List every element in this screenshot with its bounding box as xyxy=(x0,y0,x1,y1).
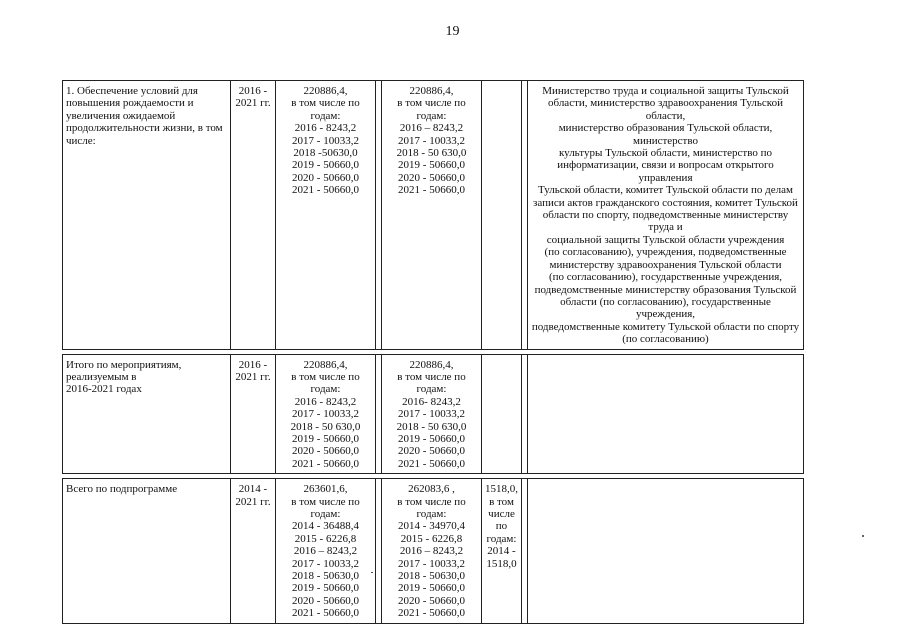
scan-speck xyxy=(862,535,864,537)
cell-text-line: 2020 - 50660,0 xyxy=(398,594,465,607)
other-sources-cell xyxy=(482,354,522,474)
cell-text-line: в том числе по годам: xyxy=(291,370,360,396)
other-sources-cell xyxy=(482,479,522,623)
cell-text-line: 1518,0 xyxy=(486,557,517,570)
total-funding-cell xyxy=(276,479,376,623)
activity-name-cell xyxy=(63,354,231,474)
cell-text-line: 2017 - 10033,2 xyxy=(398,408,465,421)
cell-text-line: 2016 - xyxy=(238,358,268,371)
cell-text-line: 2021 - 50660,0 xyxy=(398,184,465,197)
cell-text-line: (по согласованию), учреждения, подведомственные xyxy=(544,246,787,259)
cell-text-line: 220886,4, xyxy=(409,85,454,97)
cell-text-line: 2021 гг. xyxy=(235,495,271,508)
cell-text-line: в том числе по годам: xyxy=(291,495,360,520)
cell-text-line: 2014 - xyxy=(238,483,268,496)
cell-text-line: подведомственные министерству образования Тульской xyxy=(534,283,797,296)
cell-text-line: 2021 - 50660,0 xyxy=(292,184,359,197)
cell-text-line: в том числе по годам: xyxy=(397,495,466,520)
cell-text-line: 2019 - 50660,0 xyxy=(398,432,465,445)
cell-text-line: области (по согласованию), государственные учреждения, xyxy=(560,295,771,321)
total-funding-cell xyxy=(276,354,376,474)
cell-text-line: (по согласованию), государственные учреждения, xyxy=(548,271,783,284)
cell-text-line: повышения рождаемости и xyxy=(66,97,194,110)
cell-text-line: 2021 гг. xyxy=(235,97,271,110)
cell-text-line: 2018 - 50 630,0 xyxy=(396,147,467,160)
executors-cell xyxy=(528,81,804,350)
cell-text-line: 2019 - 50660,0 xyxy=(398,582,465,595)
cell-text-line: реализуемым в xyxy=(66,370,137,383)
cell-text-line: 2019 - 50660,0 xyxy=(398,159,465,172)
cell-text-line: 2021 гг. xyxy=(235,370,271,383)
financing-table xyxy=(62,80,804,624)
cell-text-line: социальной защиты Тульской области учреждения xyxy=(546,233,785,246)
cell-text-line: культуры Тульской области, министерство по xyxy=(558,147,772,160)
cell-text-line: 2014 - 34970,4 xyxy=(398,520,465,533)
activity-name-cell xyxy=(63,479,231,623)
cell-text-line: 2021 - 50660,0 xyxy=(398,457,465,470)
cell-text-line: области, министерство здравоохранения Тульской области, xyxy=(548,97,783,122)
other-sources-cell xyxy=(482,81,522,350)
cell-text-line: подведомственные комитету Тульской области по спорту xyxy=(531,320,800,333)
cell-text-line: (по согласованию) xyxy=(622,333,709,346)
cell-text-line: 2016 – 8243,2 xyxy=(399,545,464,558)
cell-text-line: 2016 – 8243,2 xyxy=(293,545,358,558)
period-cell xyxy=(231,479,276,623)
cell-text-line: Итого по мероприятиям, xyxy=(66,358,182,371)
cell-text-line: 2019 - 50660,0 xyxy=(292,582,359,595)
cell-text-line: 2017 - 10033,2 xyxy=(292,134,359,147)
cell-text-line: 2017 - 10033,2 xyxy=(398,557,465,570)
table-row xyxy=(63,81,804,350)
cell-text-line: министерство образования Тульской области, министерство xyxy=(558,122,773,147)
cell-text-line: Всего по подпрограмме xyxy=(66,483,178,496)
cell-text-line: в том xyxy=(489,495,514,508)
cell-text-line: 2020 - 50660,0 xyxy=(292,594,359,607)
cell-text-line: 2021 - 50660,0 xyxy=(292,607,359,620)
regional-budget-cell xyxy=(382,81,482,350)
cell-text-line: 2017 - 10033,2 xyxy=(292,557,359,570)
cell-text-line: 2019 - 50660,0 xyxy=(292,432,359,445)
executors-cell xyxy=(528,354,804,474)
cell-text-line: в том числе по годам: xyxy=(397,370,466,396)
cell-text-line: в том числе по годам: xyxy=(397,97,466,122)
cell-text-line: 2016 – 8243,2 xyxy=(399,122,464,135)
period-cell xyxy=(231,354,276,474)
regional-budget-cell xyxy=(382,479,482,623)
cell-text-line: 220886,4, xyxy=(303,85,348,97)
cell-text-line: 2021 - 50660,0 xyxy=(398,607,465,620)
activity-name-cell xyxy=(63,81,231,350)
cell-text-line: 2019 - 50660,0 xyxy=(292,159,359,172)
table-row xyxy=(63,479,804,623)
cell-text-line: 2018 -50630,0 xyxy=(293,147,358,160)
cell-text-line: 2017 - 10033,2 xyxy=(292,408,359,421)
cell-text-line: области по спорту, подведомственные министерству труда и xyxy=(542,209,789,234)
regional-budget-cell xyxy=(382,354,482,474)
cell-text-line: 2020 - 50660,0 xyxy=(292,445,359,458)
cell-text-line: годам: xyxy=(486,532,517,545)
cell-text-line: 2021 - 50660,0 xyxy=(292,457,359,470)
cell-text-line: 2020 - 50660,0 xyxy=(398,445,465,458)
cell-text-line: 2015 - 6226,8 xyxy=(400,532,463,545)
cell-text-line: продолжительности жизни, в том xyxy=(66,122,223,135)
cell-text-line: 2014 - xyxy=(487,545,516,558)
page-number: 19 xyxy=(445,24,460,39)
period-cell xyxy=(231,81,276,350)
cell-text-line: 1. Обеспечение условий для xyxy=(66,85,198,97)
cell-text-line: 2016- 8243,2 xyxy=(402,395,461,408)
cell-text-line: 2020 - 50660,0 xyxy=(292,171,359,184)
cell-text-line: 2018 - 50630,0 xyxy=(292,570,359,583)
cell-text-line: 262083,6 , xyxy=(408,483,455,496)
cell-text-line: 2015 - 6226,8 xyxy=(294,532,357,545)
cell-text-line: 220886,4, xyxy=(409,358,454,371)
cell-text-line: числе xyxy=(488,508,515,520)
cell-text-line: Тульской области, комитет Тульской области по делам xyxy=(538,184,793,197)
cell-text-line: 2018 - 50 630,0 xyxy=(290,420,361,433)
cell-text-line: информатизации, связи и вопросам открытого управления xyxy=(557,159,774,184)
cell-text-line: 220886,4, xyxy=(303,358,348,371)
cell-text-line: 2020 - 50660,0 xyxy=(398,171,465,184)
cell-text-line: по xyxy=(495,520,508,533)
cell-text-line: 1518,0, xyxy=(485,483,518,496)
table-row xyxy=(63,354,804,474)
cell-text-line: числе: xyxy=(66,134,96,147)
cell-text-line: 2016 - 8243,2 xyxy=(294,395,357,408)
total-funding-cell xyxy=(276,81,376,350)
cell-text-line: 2016-2021 годах xyxy=(66,383,142,396)
cell-text-line: 2018 - 50630,0 xyxy=(398,570,465,583)
cell-text-line: 2014 - 36488,4 xyxy=(292,520,359,533)
cell-text-line: 263601,6, xyxy=(303,483,348,496)
scan-speck xyxy=(371,572,373,573)
executors-cell xyxy=(528,479,804,623)
cell-text-line: министерству здравоохранения Тульской области xyxy=(549,258,782,271)
cell-text-line: записи актов гражданского состояния, комитет Тульской xyxy=(533,196,798,209)
cell-text-line: 2016 - xyxy=(238,85,268,97)
cell-text-line: 2018 - 50 630,0 xyxy=(396,420,467,433)
cell-text-line: Министерство труда и социальной защиты Тульской xyxy=(542,85,789,97)
cell-text-line: 2016 - 8243,2 xyxy=(294,122,357,135)
cell-text-line: 2017 - 10033,2 xyxy=(398,134,465,147)
cell-text-line: в том числе по годам: xyxy=(291,97,360,122)
cell-text-line: увеличения ожидаемой xyxy=(66,109,176,122)
